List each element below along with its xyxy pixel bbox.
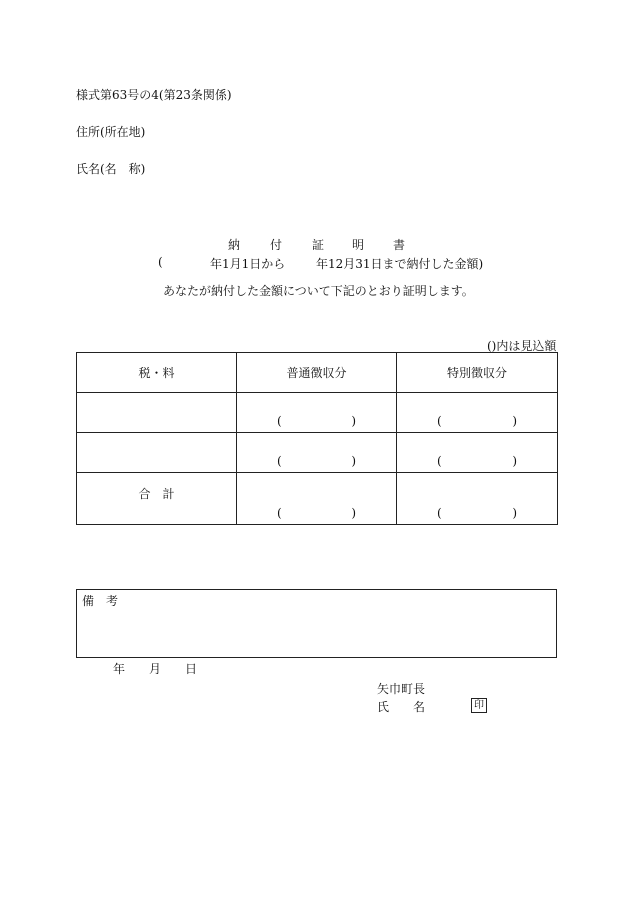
special-amount-cell[interactable] bbox=[397, 433, 558, 473]
paren-open: ( bbox=[437, 506, 442, 520]
form-number: 様式第63号の4(第23条関係) bbox=[76, 88, 232, 102]
total-label: 合 計 bbox=[77, 473, 237, 525]
paren-open: ( bbox=[437, 414, 442, 428]
period-from: 年1月1日から bbox=[210, 257, 286, 271]
row-label bbox=[77, 393, 237, 433]
table-row bbox=[77, 433, 558, 473]
doc-title-char-5: 書 bbox=[393, 238, 406, 252]
date-day: 日 bbox=[185, 662, 198, 676]
doc-title-char-4: 明 bbox=[352, 238, 365, 252]
paren-close: ) bbox=[512, 506, 517, 520]
header-ordinary-collection: 普通徴収分 bbox=[237, 353, 397, 393]
table-row bbox=[77, 393, 558, 433]
paren-close: ) bbox=[512, 414, 517, 428]
doc-title-char-3: 証 bbox=[312, 238, 325, 252]
signer-label: 氏 名 bbox=[377, 700, 426, 714]
name-label: 氏名(名 称) bbox=[76, 162, 146, 176]
paren-close: ) bbox=[351, 414, 356, 428]
doc-title-char-2: 付 bbox=[270, 238, 283, 252]
seal-stamp-box: 印 bbox=[471, 698, 487, 713]
doc-title-char-1: 納 bbox=[228, 238, 241, 252]
period-open-paren: ( bbox=[158, 255, 163, 269]
estimate-note: ()内は見込額 bbox=[487, 339, 557, 353]
payment-table bbox=[76, 352, 558, 525]
paren-open: ( bbox=[277, 414, 282, 428]
row-label bbox=[77, 433, 237, 473]
header-tax-type: 税・料 bbox=[77, 353, 237, 393]
issuer-title: 矢巾町長 bbox=[377, 682, 426, 696]
table-header-row bbox=[77, 353, 558, 393]
ordinary-amount-cell[interactable] bbox=[237, 393, 397, 433]
table-total-row bbox=[77, 473, 558, 525]
ordinary-amount-cell[interactable] bbox=[237, 433, 397, 473]
date-year: 年 bbox=[113, 662, 126, 676]
special-total-cell[interactable] bbox=[397, 473, 558, 525]
paren-close: ) bbox=[512, 454, 517, 468]
header-special-collection: 特別徴収分 bbox=[397, 353, 558, 393]
paren-open: ( bbox=[277, 506, 282, 520]
paren-close: ) bbox=[351, 506, 356, 520]
date-month: 月 bbox=[149, 662, 162, 676]
remarks-label: 備 考 bbox=[82, 594, 119, 608]
paren-open: ( bbox=[277, 454, 282, 468]
remarks-box[interactable] bbox=[76, 589, 557, 658]
special-amount-cell[interactable] bbox=[397, 393, 558, 433]
period-to: 年12月31日まで納付した金額) bbox=[316, 257, 484, 271]
certification-statement: あなたが納付した金額について下記のとおり証明します。 bbox=[163, 284, 474, 298]
address-label: 住所(所在地) bbox=[76, 125, 146, 139]
paren-close: ) bbox=[351, 454, 356, 468]
paren-open: ( bbox=[437, 454, 442, 468]
ordinary-total-cell[interactable] bbox=[237, 473, 397, 525]
